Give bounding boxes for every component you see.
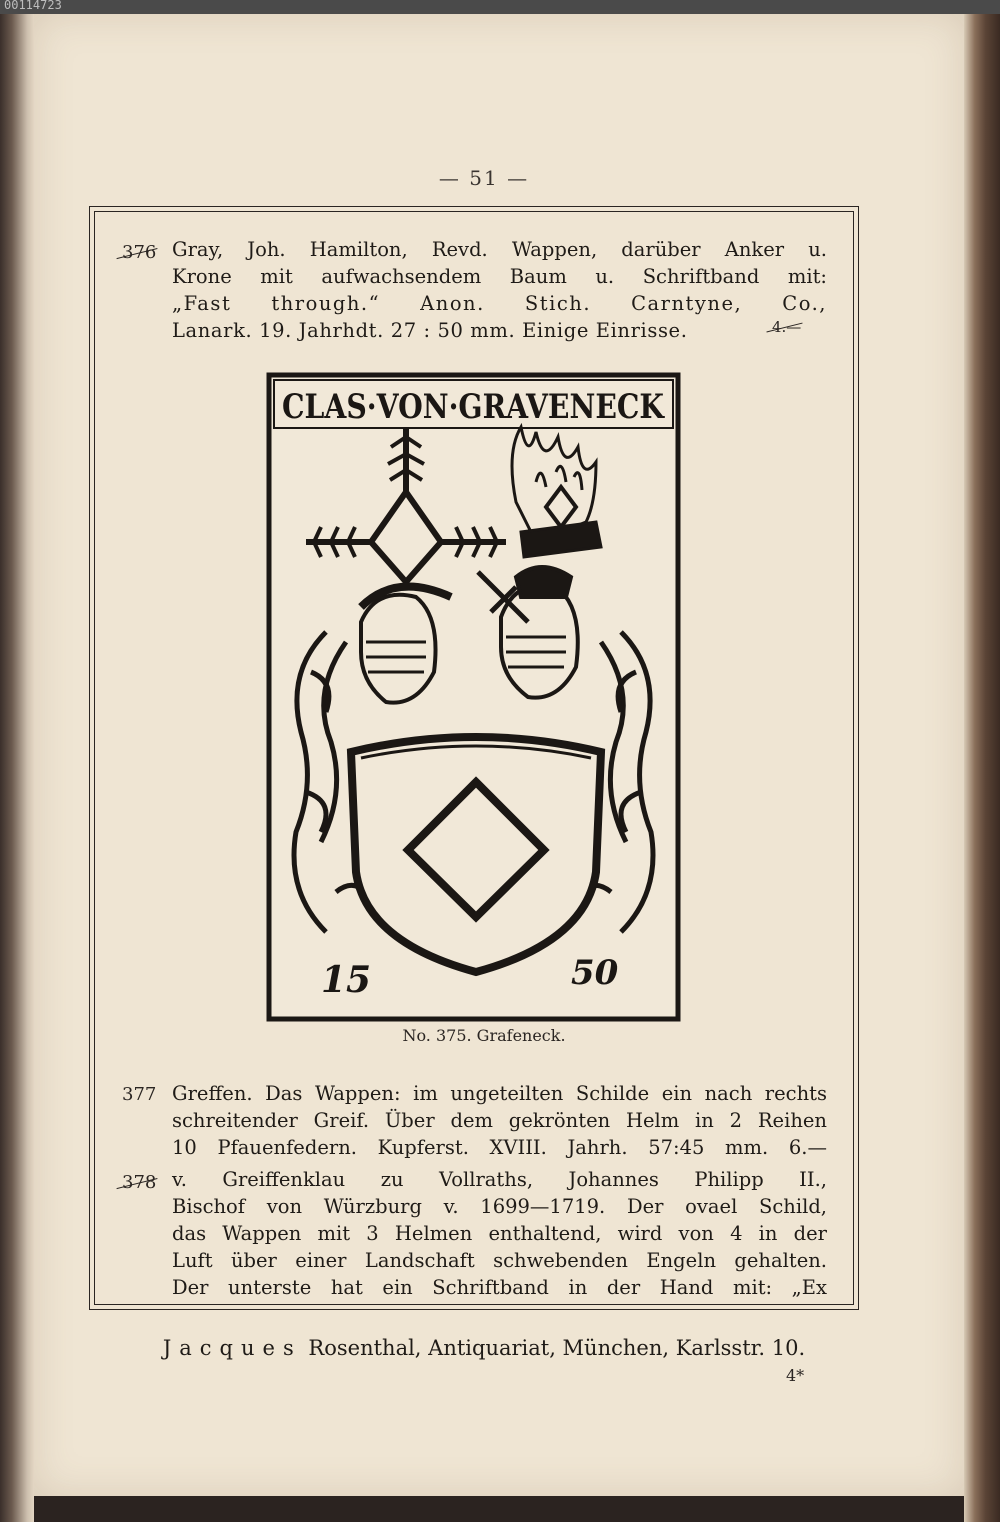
- woodcut-year-right: 50: [571, 953, 619, 993]
- struck-price: 4.—: [772, 318, 802, 336]
- dealer-name-spaced: Jacques: [162, 1336, 302, 1360]
- entry-number: 378: [122, 1172, 157, 1193]
- entry-line: schreitender Greif. Über dem gekrönten Helm in 2 Reihen: [172, 1109, 827, 1132]
- scan-id-strip: [0, 0, 1000, 14]
- signature-mark: 4*: [786, 1366, 805, 1385]
- entry-line: Greffen. Das Wappen: im ungeteilten Schilde ein nach rechts: [172, 1082, 827, 1105]
- page-number: — 51 —: [438, 166, 530, 190]
- entry-line: Lanark. 19. Jahrhdt. 27 : 50 mm. Einige Einrisse.: [172, 319, 688, 342]
- entry-line: v. Greiffenklau zu Vollraths, Johannes Philipp II.,: [172, 1168, 827, 1191]
- entry-number: 376: [122, 242, 157, 263]
- coat-of-arms-woodcut: [266, 372, 681, 1022]
- catalog-entry: [172, 1166, 827, 1301]
- entry-number: 377: [122, 1084, 157, 1105]
- catalog-page: [34, 14, 964, 1496]
- scan-id-label: 00114723: [4, 0, 62, 12]
- book-spine-left: [0, 14, 34, 1522]
- entry-line: Bischof von Würzburg v. 1699—1719. Der ovael Schild,: [172, 1195, 827, 1218]
- catalog-entry: [172, 290, 827, 317]
- entry-line: Luft über einer Landschaft schwebenden Engeln gehalten.: [172, 1249, 827, 1272]
- entry-line: das Wappen mit 3 Helmen enthaltend, wird von 4 in der: [172, 1222, 827, 1245]
- book-edge-right: [964, 14, 1000, 1522]
- dealer-address: Rosenthal, Antiquariat, München, Karlsstr. 10.: [308, 1336, 806, 1360]
- woodcut-banner: CLAS·VON·GRAVENECK: [282, 387, 666, 427]
- dealer-footer: [134, 1336, 834, 1360]
- entry-line: 10 Pfauenfedern. Kupferst. XVIII. Jahrh. 57:45 mm. 6.—: [172, 1136, 827, 1159]
- entry-line: Der unterste hat ein Schriftband in der Hand mit: „Ex: [172, 1276, 827, 1299]
- entry-line: Krone mit aufwachsendem Baum u. Schriftband mit:: [172, 265, 827, 288]
- catalog-entry: [172, 317, 772, 344]
- entry-line: „Fast through.“ Anon. Stich. Carntyne, Co.,: [172, 292, 827, 315]
- catalog-entry: [172, 236, 827, 290]
- catalog-entry: [172, 1080, 827, 1161]
- entry-line: Gray, Joh. Hamilton, Revd. Wappen, darüber Anker u.: [172, 238, 827, 261]
- illustration-caption: No. 375. Grafeneck.: [402, 1026, 566, 1045]
- woodcut-year-left: 15: [321, 959, 372, 1001]
